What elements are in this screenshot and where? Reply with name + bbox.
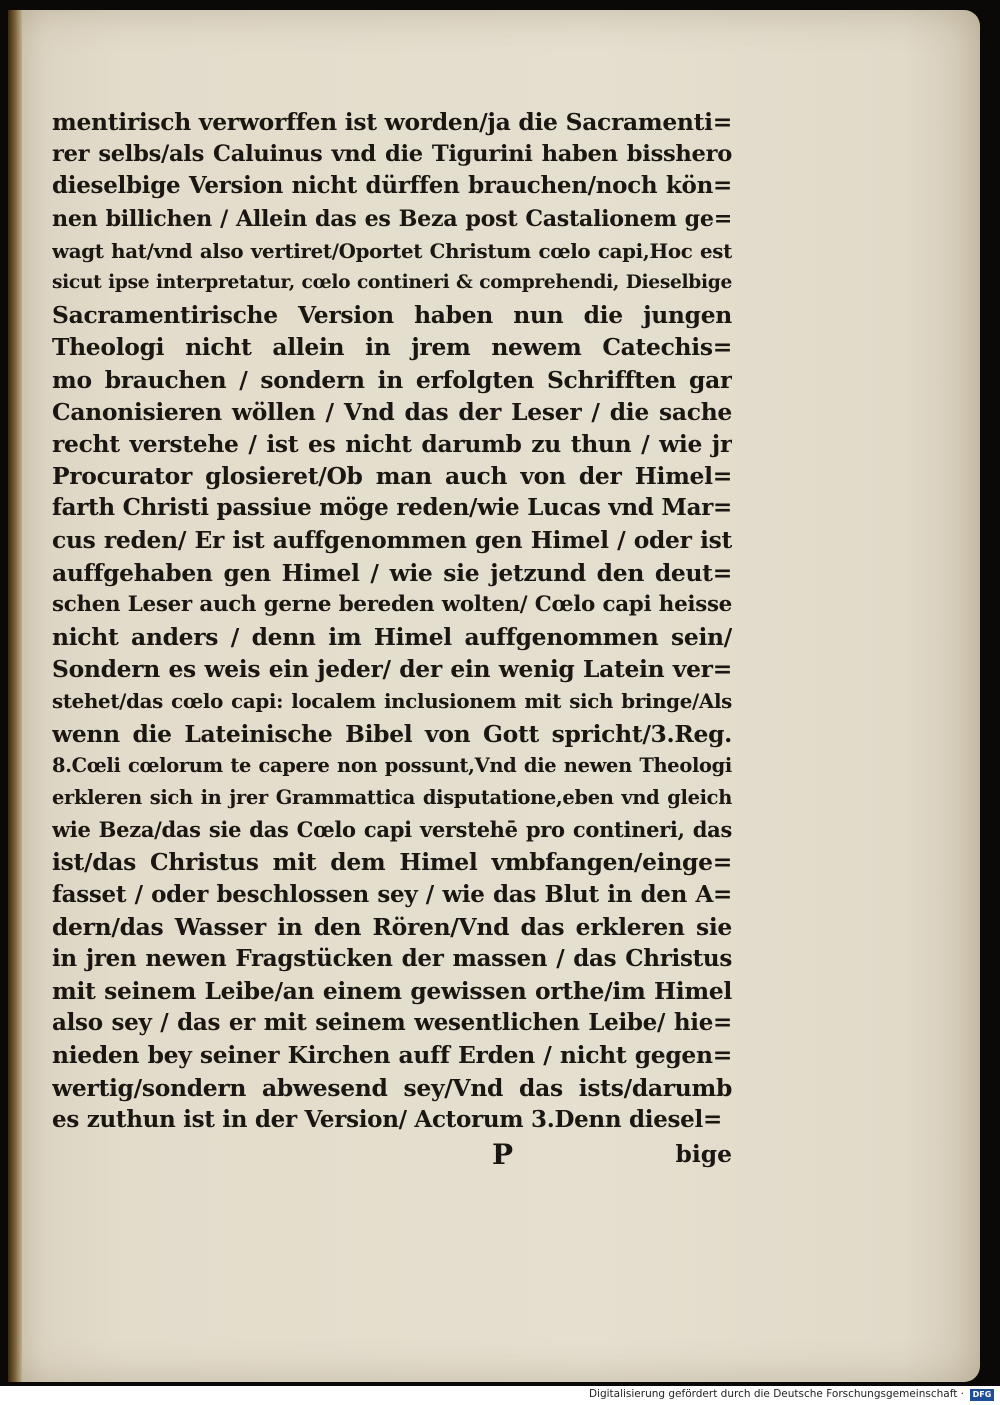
text-line: es zuthun ist in der Version/ Actorum 3.Denn diesel=	[52, 1105, 722, 1133]
page-foot	[52, 1138, 732, 1174]
text-line: Sondern es weis ein jeder/ der ein wenig Latein ver=	[52, 655, 732, 684]
dfg-logo: DFG	[970, 1389, 994, 1401]
binding-edge	[8, 10, 22, 1382]
text-line: in jren newen Fragstücken der massen / das Christus	[52, 944, 732, 972]
footer-bar	[0, 1386, 1000, 1405]
text-line: mentirisch verworffen ist worden/ja die Sacramenti=	[52, 108, 732, 136]
text-line: fasset / oder beschlossen sey / wie das Blut in den A=	[52, 880, 732, 908]
text-line: auffgehaben gen Himel / wie sie jetzund den deut=	[52, 558, 732, 587]
text-block	[52, 106, 732, 1136]
text-line: recht verstehe / ist es nicht darumb zu thun / wie jr	[52, 429, 732, 458]
text-line: nieden bey seiner Kirchen auff Erden / nicht gegen=	[52, 1041, 732, 1070]
text-line: wertig/sondern abwesend sey/Vnd das ists/darumb	[52, 1073, 732, 1102]
text-line: farth Christi passiue möge reden/wie Lucas vnd Mar=	[52, 494, 732, 522]
catchword: bige	[675, 1140, 732, 1168]
funding-credit: Digitalisierung gefördert durch die Deutsche Forschungsgemeinschaft ·	[588, 1388, 964, 1400]
text-line: Sacramentirische Version haben nun die jungen	[52, 301, 732, 330]
text-line: Theologi nicht allein in jrem newem Catechis=	[52, 333, 732, 362]
signature-mark: P	[492, 1138, 514, 1171]
text-line: wenn die Lateinische Bibel von Gott spricht/3.Reg.	[52, 719, 732, 748]
text-line: dern/das Wasser in den Rören/Vnd das erkleren sie	[52, 912, 732, 941]
text-line: Canonisieren wöllen / Vnd das der Leser / die sache	[52, 397, 732, 426]
text-line: wagt hat/vnd also vertiret/Oportet Christum cœlo capi,Hoc est	[52, 238, 732, 263]
text-line: Procurator glosieret/Ob man auch von der Himel=	[52, 462, 732, 491]
text-line: dieselbige Version nicht dürffen brauchen/noch kön=	[52, 172, 732, 200]
text-line: stehet/das cœlo capi: localem inclusionem mit sich bringe/Als	[52, 689, 732, 714]
text-line: nicht anders / denn im Himel auffgenommen sein/	[52, 623, 732, 651]
text-line: sicut ipse interpretatur, cœlo contineri & comprehendi, Dieselbige	[52, 271, 732, 293]
text-line: nen billichen / Allein das es Beza post Castalionem ge=	[52, 205, 732, 232]
text-line: wie Beza/das sie das Cœlo capi verstehē pro contineri, das	[52, 817, 732, 843]
text-line: 8.Cœli cœlorum te capere non possunt,Vnd die newen Theologi	[52, 753, 732, 777]
text-line: mit seinem Leibe/an einem gewissen orthe/im Himel	[52, 977, 732, 1006]
text-line: cus reden/ Er ist auffgenommen gen Himel / oder ist	[52, 526, 732, 555]
text-line: ist/das Christus mit dem Himel vmbfangen/einge=	[52, 848, 732, 877]
text-line: also sey / das er mit seinem wesentlichen Leibe/ hie=	[52, 1009, 732, 1037]
text-line: erkleren sich in jrer Grammattica disputatione,eben vnd gleich	[52, 785, 732, 809]
text-line: schen Leser auch gerne bereden wolten/ Cœlo capi heisse	[52, 591, 732, 617]
text-line: rer selbs/als Caluinus vnd die Tigurini haben bisshero	[52, 141, 732, 168]
text-line: mo brauchen / sondern in erfolgten Schrifften gar	[52, 365, 732, 394]
